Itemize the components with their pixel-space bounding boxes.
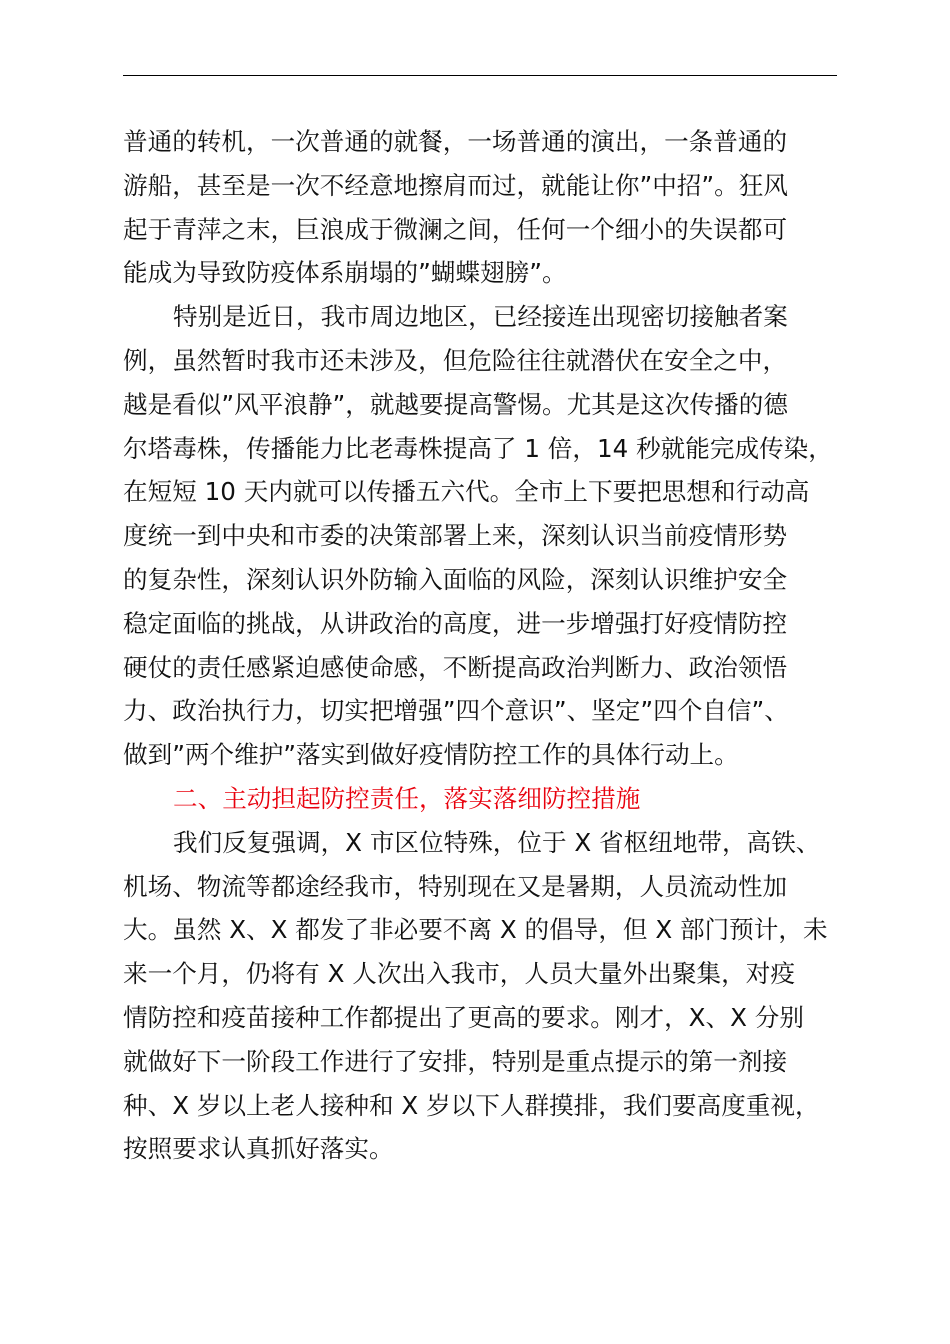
document-body xyxy=(123,120,838,1171)
paragraph-line: 做到”两个维护”落实到做好疫情防控工作的具体行动上。 xyxy=(123,740,739,770)
paragraph-line: 度统一到中央和市委的决策部署上来，深刻认识当前疫情形势 xyxy=(123,521,788,551)
paragraph-line: 就做好下一阶段工作进行了安排，特别是重点提示的第一剂接 xyxy=(123,1046,788,1076)
paragraph-line: 例，虽然暂时我市还未涉及，但危险往往就潜伏在安全之中， xyxy=(123,345,788,375)
paragraph-line: 按照要求认真抓好落实。 xyxy=(123,1134,394,1164)
header-rule xyxy=(123,75,837,76)
paragraph-line: 普通的转机，一次普通的就餐，一场普通的演出，一条普通的 xyxy=(123,127,788,156)
paragraph-line: 的复杂性，深刻认识外防输入面临的风险，深刻认识维护安全 xyxy=(123,564,788,594)
paragraph-line: 硬仗的责任感紧迫感使命感，不断提高政治判断力、政治领悟 xyxy=(123,652,788,682)
paragraph-line: 来一个月，仍将有 X 人次出入我市，人员大量外出聚集，对疫 xyxy=(123,959,795,989)
paragraph-line: 我们反复强调，X 市区位特殊，位于 X 省枢纽地带，高铁、 xyxy=(173,827,821,857)
paragraph-line: 种、X 岁以上老人接种和 X 岁以下人群摸排，我们要高度重视， xyxy=(123,1090,820,1120)
paragraph-line: 越是看似”风平浪静”，就越要提高警惕。尤其是这次传播的德 xyxy=(123,389,788,419)
paragraph-line: 稳定面临的挑战，从讲政治的高度，进一步增强打好疫情防控 xyxy=(123,608,788,638)
paragraph-line: 情防控和疫苗接种工作都提出了更高的要求。刚才，X、X 分别 xyxy=(123,1002,804,1032)
paragraph-line: 特别是近日，我市周边地区，已经接连出现密切接触者案 xyxy=(173,302,788,332)
paragraph-line: 尔塔毒株，传播能力比老毒株提高了 1 倍，14 秒就能完成传染， xyxy=(123,433,833,463)
paragraph-line: 能成为导致防疫体系崩塌的”蝴蝶翅膀”。 xyxy=(123,258,567,288)
paragraph-line: 在短短 10 天内就可以传播五六代。全市上下要把思想和行动高 xyxy=(123,477,810,507)
paragraph-line: 机场、物流等都途经我市，特别现在又是暑期，人员流动性加 xyxy=(123,871,788,901)
paragraph-line: 力、政治执行力，切实把增强”四个意识”、坚定”四个自信”、 xyxy=(123,696,789,726)
section-heading: 二、主动担起防控责任，落实落细防控措施 xyxy=(173,783,641,813)
paragraph-line: 游船，甚至是一次不经意地擦肩而过，就能让你”中招”。狂风 xyxy=(123,170,788,200)
paragraph-line: 大。虽然 X、X 都发了非必要不离 X 的倡导，但 X 部门预计，未 xyxy=(123,915,828,945)
paragraph-line: 起于青萍之末，巨浪成于微澜之间，任何一个细小的失误都可 xyxy=(123,214,788,244)
